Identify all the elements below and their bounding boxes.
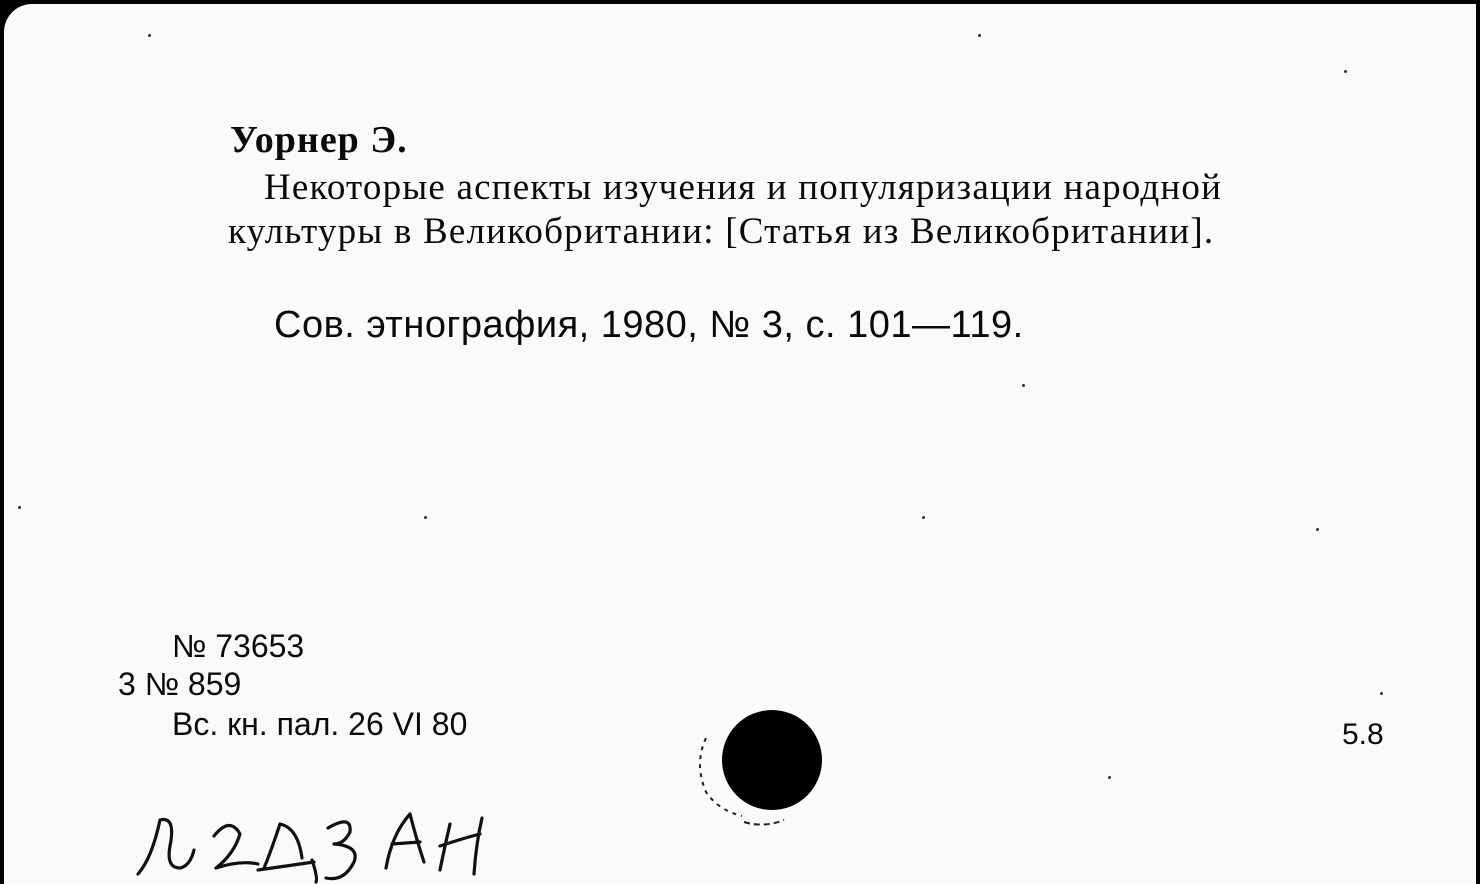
source-citation: Сов. этнография, 1980, № 3, с. 101—119. (274, 304, 1024, 346)
speck (1316, 528, 1319, 531)
journal-number: 3 № 859 (118, 666, 242, 702)
punch-hole (722, 710, 822, 810)
speck (978, 34, 981, 37)
speck (148, 34, 151, 37)
speck (424, 516, 427, 519)
speck (922, 516, 925, 519)
speck (1108, 776, 1111, 779)
record-number: № 73653 (172, 628, 305, 664)
catalog-card (4, 4, 1476, 884)
work-title: Некоторые аспекты изучения и популяризации народной культуры в Великобритании: [Статья из Великобритании]. (228, 167, 1223, 252)
speck (1022, 384, 1025, 387)
speck (1380, 692, 1383, 695)
speck (1344, 70, 1347, 73)
speck (18, 506, 21, 509)
classification-code: 5.8 (1342, 718, 1384, 751)
chamber-mark: Вс. кн. пал. 26 VI 80 (172, 706, 468, 742)
handwritten-code (130, 798, 530, 884)
author-heading: Уорнер Э. (230, 119, 408, 161)
